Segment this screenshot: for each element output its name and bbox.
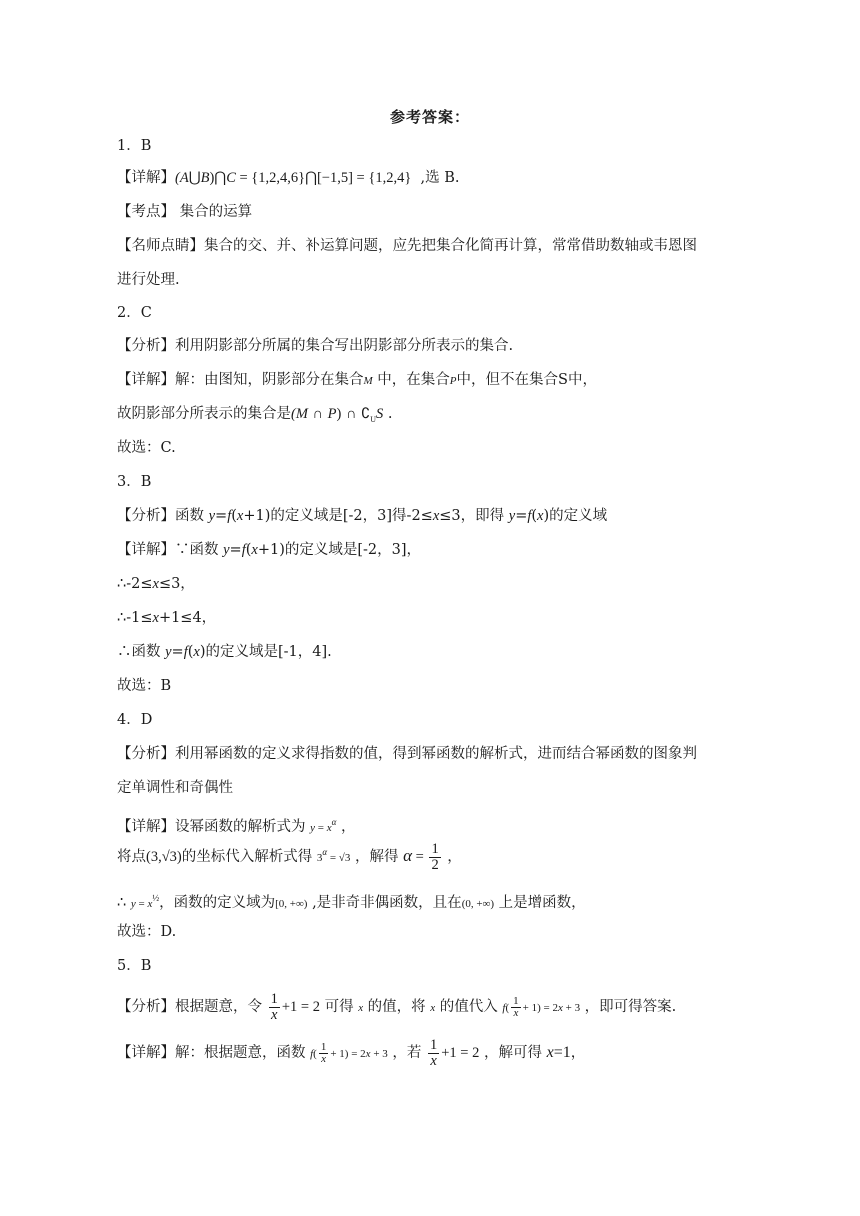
answer-3-analysis: 【分析】函数 y=f(x+1)的定义域是[-2，3]得-2≤x≤3，即得 y=f(x)的定义域 [117,508,608,524]
answer-2-heading: 2．C [117,305,152,321]
answer-4-detail: 【详解】设幂函数的解析式为 $y = x^\alpha$ ， [117,817,356,835]
answer-2-choice: 故选：C. [117,440,176,456]
answer-3-choice: 故选：B [117,678,172,694]
answer-4-analysis-line1: 【分析】利用幂函数的定义求得指数的值，得到幂函数的解析式，进而结合幂函数的图象判 [117,746,697,762]
answer-5-heading: 5．B [117,958,152,974]
answer-4-heading: 4．D [117,712,153,728]
answer-3-step1: ∴-2≤x≤3， [117,576,195,592]
answer-3-detail: 【详解】∵函数 y=f(x+1)的定义域是[-2，3]， [117,542,422,558]
answer-1-detail: 【详解】(A⋃B)⋂C = {1,2,4,6}⋂[−1,5] = {1,2,4} ,选 B. [117,170,460,186]
page-title: 参考答案： [389,108,470,126]
answer-3-step3: ∴函数 y=f(x)的定义域是[-1，4]. [117,644,332,660]
answer-4-choice: 故选：D. [117,924,177,940]
answer-2-detail: 【详解】解：由图知，阴影部分在集合M 中，在集合P中，但不在集合S中， [117,372,597,388]
answer-1-tip-line2: 进行处理. [117,272,180,288]
answer-5-detail: 【详解】解：根据题意，函数 f( $\frac{1}{x}$ + 1) = 2x + 3 ，若 $\frac{1}{x}$ +1 = 2 ，解可得 x=1， [117,1037,586,1069]
answer-4-analysis-line2: 定单调性和奇偶性 [117,780,233,796]
answer-1-tip-line1: 【名师点睛】集合的交、并、补运算问题，应先把集合化简再计算，常常借助数轴或韦恩图 [117,238,697,254]
answer-2-result: 故阴影部分所表示的集合是(M ∩ P) ∩ $∁_US$ . [117,406,393,424]
answer-4-step2: ∴ $y = x^{\frac{1}{2}}$，函数的定义域为[0, +∞) ,是非奇非偶函数，且在(0, +∞) 上是增函数， [117,893,586,911]
answer-4-step1: 将点(3,√3)的坐标代入解析式得 $3^\alpha = √3$ ，解得 α = $\frac{1}{2}$ ， [117,841,462,873]
answer-2-analysis: 【分析】利用阴影部分所属的集合写出阴影部分所表示的集合. [117,338,514,354]
answer-3-step2: ∴-1≤x+1≤4， [117,610,217,626]
answer-1-topic: 【考点】 集合的运算 [117,204,253,220]
answer-1-heading: 1．B [117,138,152,154]
answer-5-analysis: 【分析】根据题意，令 $\frac{1}{x}$ +1 = 2 可得 x 的值，将 x 的值代入 f( $\frac{1}{x}$ + 1) = 2x + 3 ，即可得答案. [117,991,677,1023]
answer-3-heading: 3．B [117,474,152,490]
